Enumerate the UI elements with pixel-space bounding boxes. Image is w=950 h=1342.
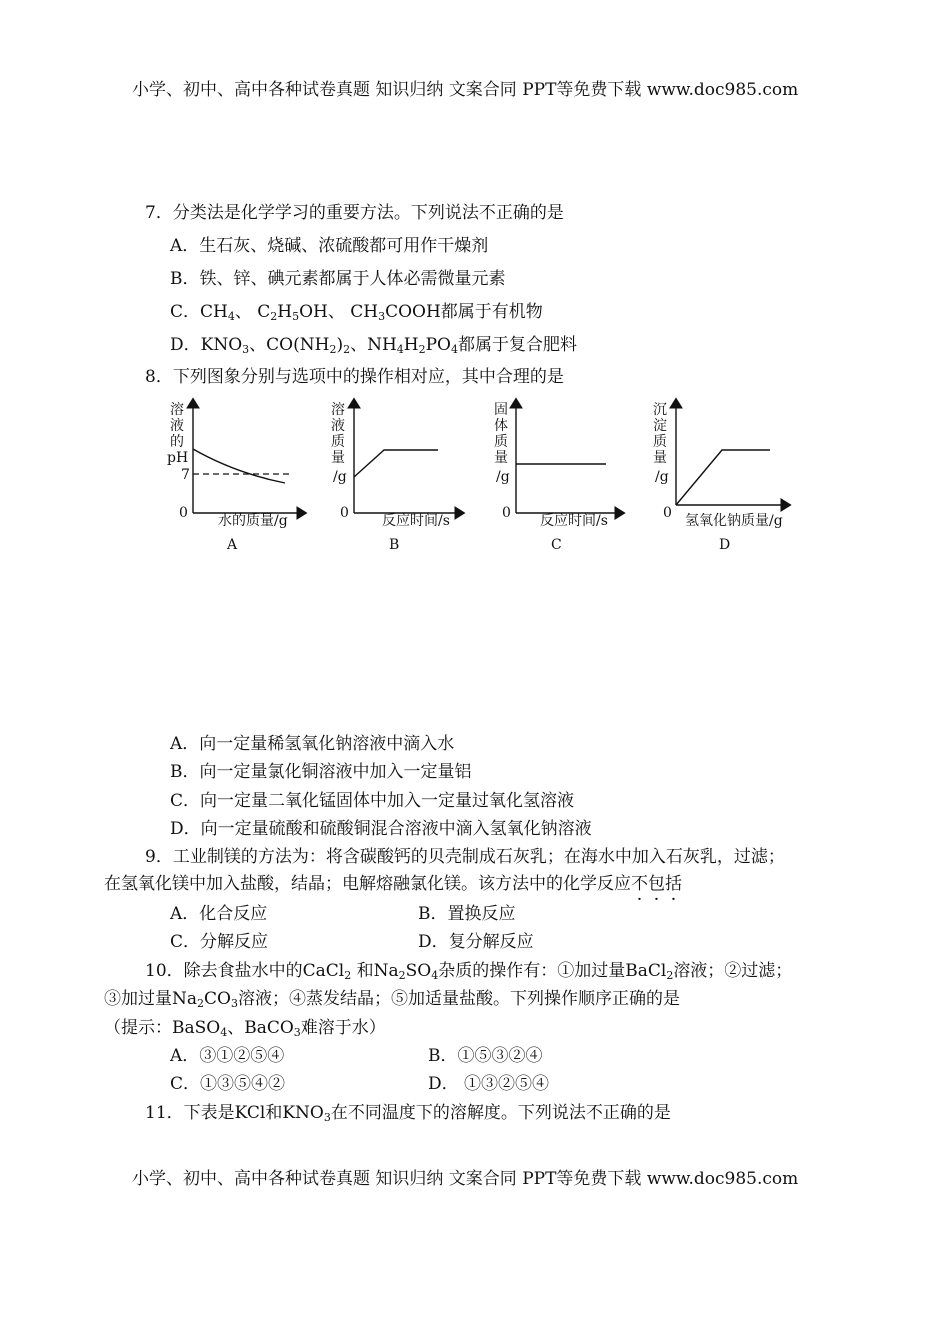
- graph-b-ylabel-4: 量: [331, 450, 345, 466]
- q10-line-2: ③加过量$Na_2CO_3$溶液；④蒸发结晶；⑤加适量盐酸。下列操作顺序正确的是: [104, 989, 680, 1010]
- graph-a-ylabel-3: 的: [170, 434, 184, 450]
- graph-a-curve: [193, 449, 285, 483]
- graph-a: [167, 401, 302, 553]
- q11-stem: 11．下表是KCl和$KNO_3$在不同温度下的溶解度。下列说法不正确的是: [145, 1103, 671, 1124]
- q10-option-a: A．③①②⑤④: [170, 1046, 285, 1066]
- graph-d-xlabel: 氢氧化钠质量/g: [685, 513, 783, 529]
- graph-d-ylabel-2: 淀: [653, 418, 667, 434]
- q10-option-c: C．①③⑤④②: [170, 1074, 286, 1094]
- graph-b-ylabel-2: 液: [331, 418, 345, 434]
- page-footer: 小学、初中、高中各种试卷真题 知识归纳 文案合同 PPT等免费下载 www.doc985.com: [132, 1169, 799, 1189]
- graph-c-ylabel-1: 固: [494, 402, 508, 418]
- q10-hint: （提示：BaSO$_4$、BaCO$_3$难溶于水）: [104, 1018, 386, 1039]
- graph-b-ylabel-1: 溶: [331, 402, 345, 418]
- graph-d-ylabel-5: /g: [655, 469, 669, 485]
- graph-d-ylabel-1: 沉: [653, 402, 667, 418]
- graph-c-ylabel-5: /g: [496, 469, 510, 485]
- q7-option-c: C．$CH_4$、 $C_2H_5OH$、 $CH_3COOH$都属于有机物: [170, 302, 543, 323]
- graph-c-ylabel-2: 体: [494, 418, 508, 434]
- graph-c-xlabel: 反应时间/s: [540, 513, 608, 529]
- graph-b-ylabel-3: 质: [331, 434, 345, 450]
- graph-c-ylabel-3: 质: [494, 434, 508, 450]
- graph-c-ylabel-4: 量: [494, 450, 508, 466]
- graph-c: [494, 402, 620, 553]
- graph-c-origin: 0: [502, 505, 511, 521]
- q7-stem: 7．分类法是化学学习的重要方法。下列说法不正确的是: [145, 203, 564, 223]
- graph-b-curve: [354, 450, 438, 477]
- q9-option-b: B．置换反应: [418, 904, 516, 924]
- q9-option-a: A．化合反应: [170, 904, 268, 924]
- q8-option-d: D．向一定量硫酸和硫酸铜混合溶液中滴入氢氧化钠溶液: [170, 819, 592, 839]
- q9-line-2: 在氢氧化镁中加入盐酸，结晶；电解熔融氯化镁。该方法中的化学反应不包括: [104, 874, 682, 894]
- graph-a-ylabel-1: 溶: [170, 402, 184, 418]
- graph-a-origin: 0: [179, 505, 188, 521]
- graph-b-ylabel-5: /g: [333, 469, 347, 485]
- q10-option-d: D． ①③②⑤④: [428, 1074, 550, 1094]
- q10-line-1: 10．除去食盐水中的CaCl$_2$ 和$Na_2SO_4$杂质的操作有：①加过量BaCl$_2$溶液；②过滤；: [145, 961, 793, 982]
- page-header: 小学、初中、高中各种试卷真题 知识归纳 文案合同 PPT等免费下载 www.doc985.com: [132, 80, 799, 100]
- q7-option-d: D．$KNO_3$、$CO(NH_2)_2$、$NH_4H_2PO_4$都属于复合肥料: [170, 335, 577, 356]
- q9-line-1: 9．工业制镁的方法为：将含碳酸钙的贝壳制成石灰乳；在海水中加入石灰乳，过滤；: [145, 847, 785, 867]
- graph-b-xlabel: 反应时间/s: [382, 513, 450, 529]
- q8-option-a: A．向一定量稀氢氧化钠溶液中滴入水: [170, 734, 455, 754]
- q9-option-d: D．复分解反应: [418, 932, 534, 952]
- q7-option-a: A．生石灰、烧碱、浓硫酸都可用作干燥剂: [170, 236, 489, 256]
- graph-d-caption: D: [719, 537, 731, 553]
- graph-d: [653, 402, 786, 553]
- graph-a-tick-7: 7: [181, 467, 190, 483]
- q10-option-b: B．①⑤③②④: [428, 1046, 543, 1066]
- q8-option-c: C．向一定量二氧化锰固体中加入一定量过氧化氢溶液: [170, 791, 575, 811]
- graph-c-caption: C: [551, 537, 562, 553]
- graph-a-caption: A: [227, 537, 238, 553]
- graph-b: [331, 401, 460, 553]
- graph-d-curve: [676, 450, 770, 505]
- q9-option-c: C．分解反应: [170, 932, 269, 952]
- graph-a-xlabel: 水的质量/g: [218, 513, 288, 529]
- graph-a-ylabel-4: pH: [167, 450, 189, 466]
- graph-a-ylabel-2: 液: [170, 418, 184, 434]
- q8-stem: 8．下列图象分别与选项中的操作相对应，其中合理的是: [145, 367, 564, 387]
- q7-option-b: B．铁、锌、碘元素都属于人体必需微量元素: [170, 269, 506, 289]
- q8-graphs: [0, 395, 950, 560]
- graph-d-ylabel-3: 质: [653, 434, 667, 450]
- graph-b-origin: 0: [340, 505, 349, 521]
- graph-b-caption: B: [389, 537, 400, 553]
- graph-d-origin: 0: [663, 505, 672, 521]
- graph-d-ylabel-4: 量: [653, 450, 667, 466]
- q8-option-b: B．向一定量氯化铜溶液中加入一定量铝: [170, 762, 472, 782]
